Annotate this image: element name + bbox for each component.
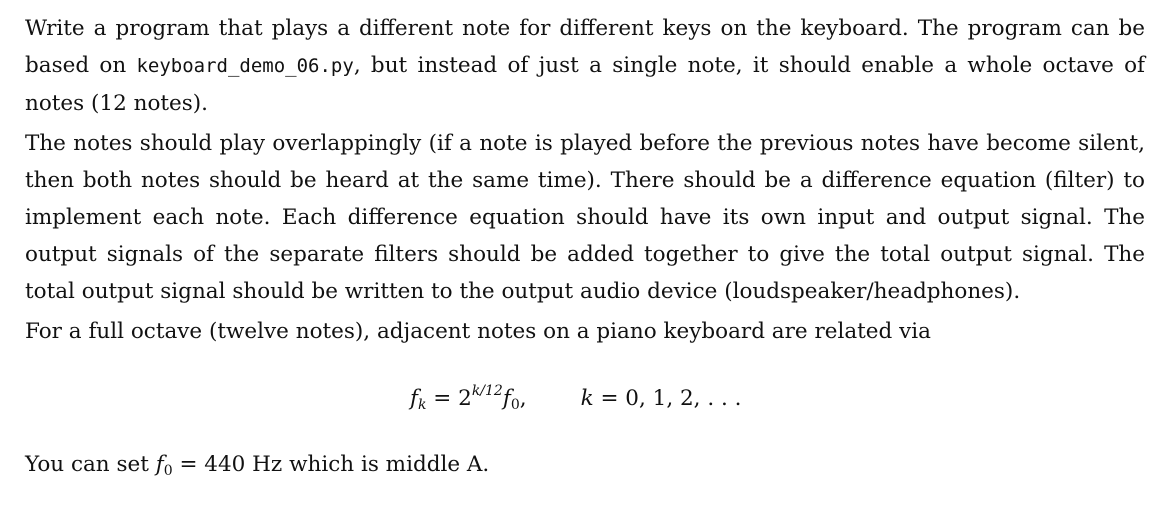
eq-rhs-var: f xyxy=(502,386,511,411)
paragraph-octave: For a full octave (twelve notes), adjacent notes on a piano keyboard are related via xyxy=(25,319,931,344)
eq-exponent: k/12 xyxy=(471,383,503,399)
document-body xyxy=(25,10,1145,350)
paragraph-task-text-2: , but instead of just a single note, it should enable a whole octave of notes (12 notes). xyxy=(25,53,1145,116)
paragraph-task-text-1: Write a program that plays a different note for different keys on the keyboard. The program can be based on xyxy=(25,16,1145,78)
eq-equals-base: = 2 xyxy=(426,386,472,411)
eq-k-var: k xyxy=(580,386,594,411)
eq-rhs-punct: , xyxy=(519,386,527,411)
code-filename: keyboard_demo_06.py xyxy=(136,55,354,77)
paragraph-overlap: The notes should play overlappingly (if a note is played before the previous notes have become silent, then both notes should be heard at the same time). There should be a difference equation (filter) to implement each note. Each difference equation should have its own input and output signal. The output signals of the separate filters should be added together to give the total output signal. The total output signal should be written to the output audio device (loudspeaker/headphones). xyxy=(25,131,1145,304)
eq-rhs-sub: 0 xyxy=(510,397,520,413)
paragraph-set-f0 xyxy=(25,446,489,483)
set-f0-prefix: You can set xyxy=(25,452,156,477)
frequency-equation xyxy=(410,379,742,419)
paragraph-task xyxy=(25,10,1145,122)
set-f0-var: f xyxy=(155,452,164,477)
eq-lhs-var: f xyxy=(410,386,418,411)
eq-k-values: = 0, 1, 2, . . . xyxy=(593,386,742,411)
set-f0-suffix: = 440 Hz which is middle A. xyxy=(172,452,490,477)
set-f0-sub: 0 xyxy=(163,463,173,479)
eq-lhs-sub: k xyxy=(417,397,427,413)
